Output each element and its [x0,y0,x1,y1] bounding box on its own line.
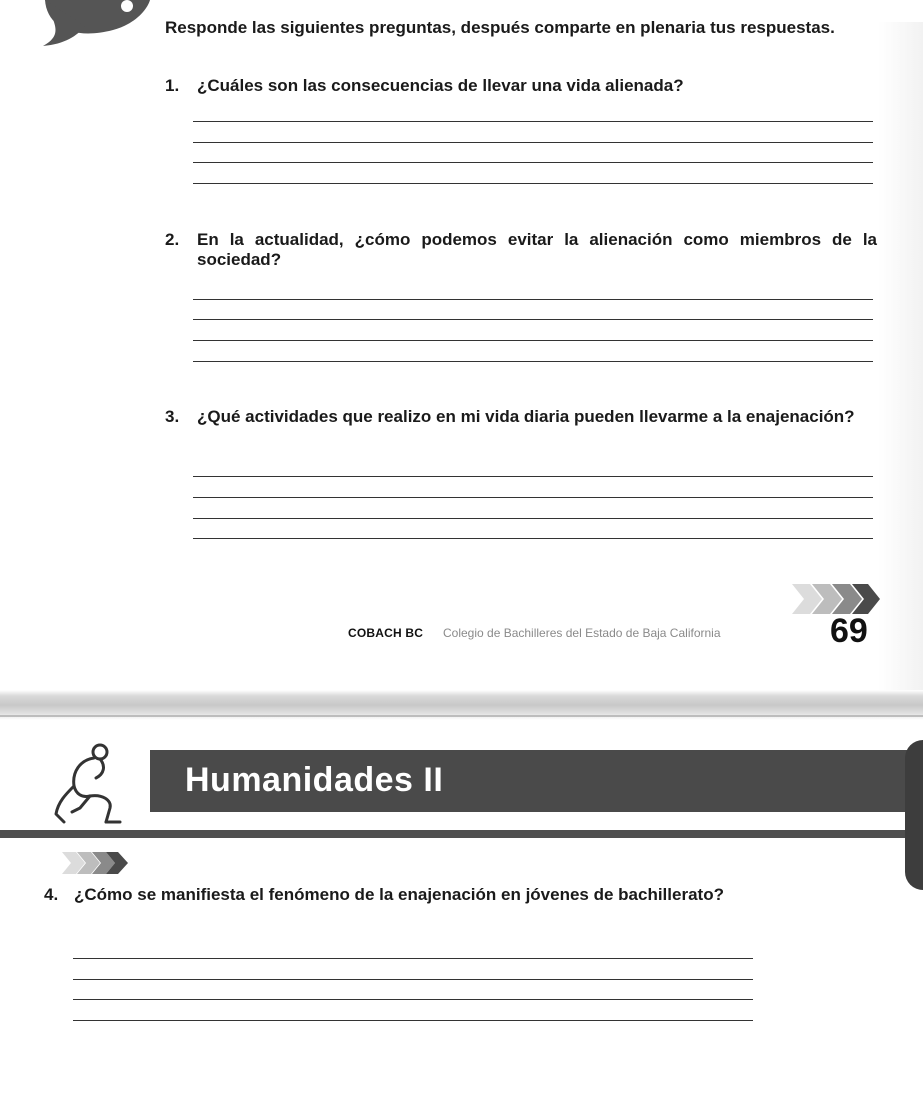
answer-line[interactable] [193,299,873,300]
question-number: 2. [165,230,180,249]
answer-line[interactable] [193,518,873,519]
question-number: 3. [165,407,180,426]
page-separator-line [0,715,923,717]
side-tab [905,740,923,890]
question-3 [165,407,877,427]
answer-line[interactable] [193,183,873,184]
instructions-text: Responde las siguientes preguntas, después comparte en plenaria tus respuestas. [165,18,835,37]
answer-line[interactable] [73,979,753,980]
question-2 [165,230,877,270]
answer-line[interactable] [193,476,873,477]
question-text: En la actualidad, ¿cómo podemos evitar la alienación como miembros de la sociedad? [197,230,877,269]
answer-line[interactable] [193,361,873,362]
answer-line[interactable] [193,121,873,122]
answer-line[interactable] [193,538,873,539]
answer-line[interactable] [193,142,873,143]
thinker-icon [50,742,140,826]
answer-line[interactable] [193,319,873,320]
answer-line[interactable] [193,162,873,163]
answer-line[interactable] [73,999,753,1000]
answer-line[interactable] [193,340,873,341]
answer-line[interactable] [73,1020,753,1021]
page-edge-shadow [878,22,923,692]
chevron-arrows-icon [62,852,128,874]
answer-line[interactable] [73,958,753,959]
decorative-circle-icon [35,0,155,50]
cobach-logo: COBACH BC [348,626,424,640]
college-name: Colegio de Bachilleres del Estado de Baja California [443,626,721,640]
question-text: ¿Qué actividades que realizo en mi vida diaria pueden llevarme a la enajenación? [197,407,855,426]
subject-title: Humanidades II [185,761,444,799]
question-number: 1. [165,76,180,95]
question-text: ¿Cuáles son las consecuencias de llevar una vida alienada? [197,76,684,95]
page-number: 69 [830,612,868,650]
question-number: 4. [44,885,59,904]
question-4 [44,885,756,905]
chevron-arrows-icon [792,584,880,614]
header-rule [0,830,923,838]
question-text: ¿Cómo se manifiesta el fenómeno de la enajenación en jóvenes de bachillerato? [74,885,724,904]
question-1 [165,76,877,96]
answer-line[interactable] [193,497,873,498]
